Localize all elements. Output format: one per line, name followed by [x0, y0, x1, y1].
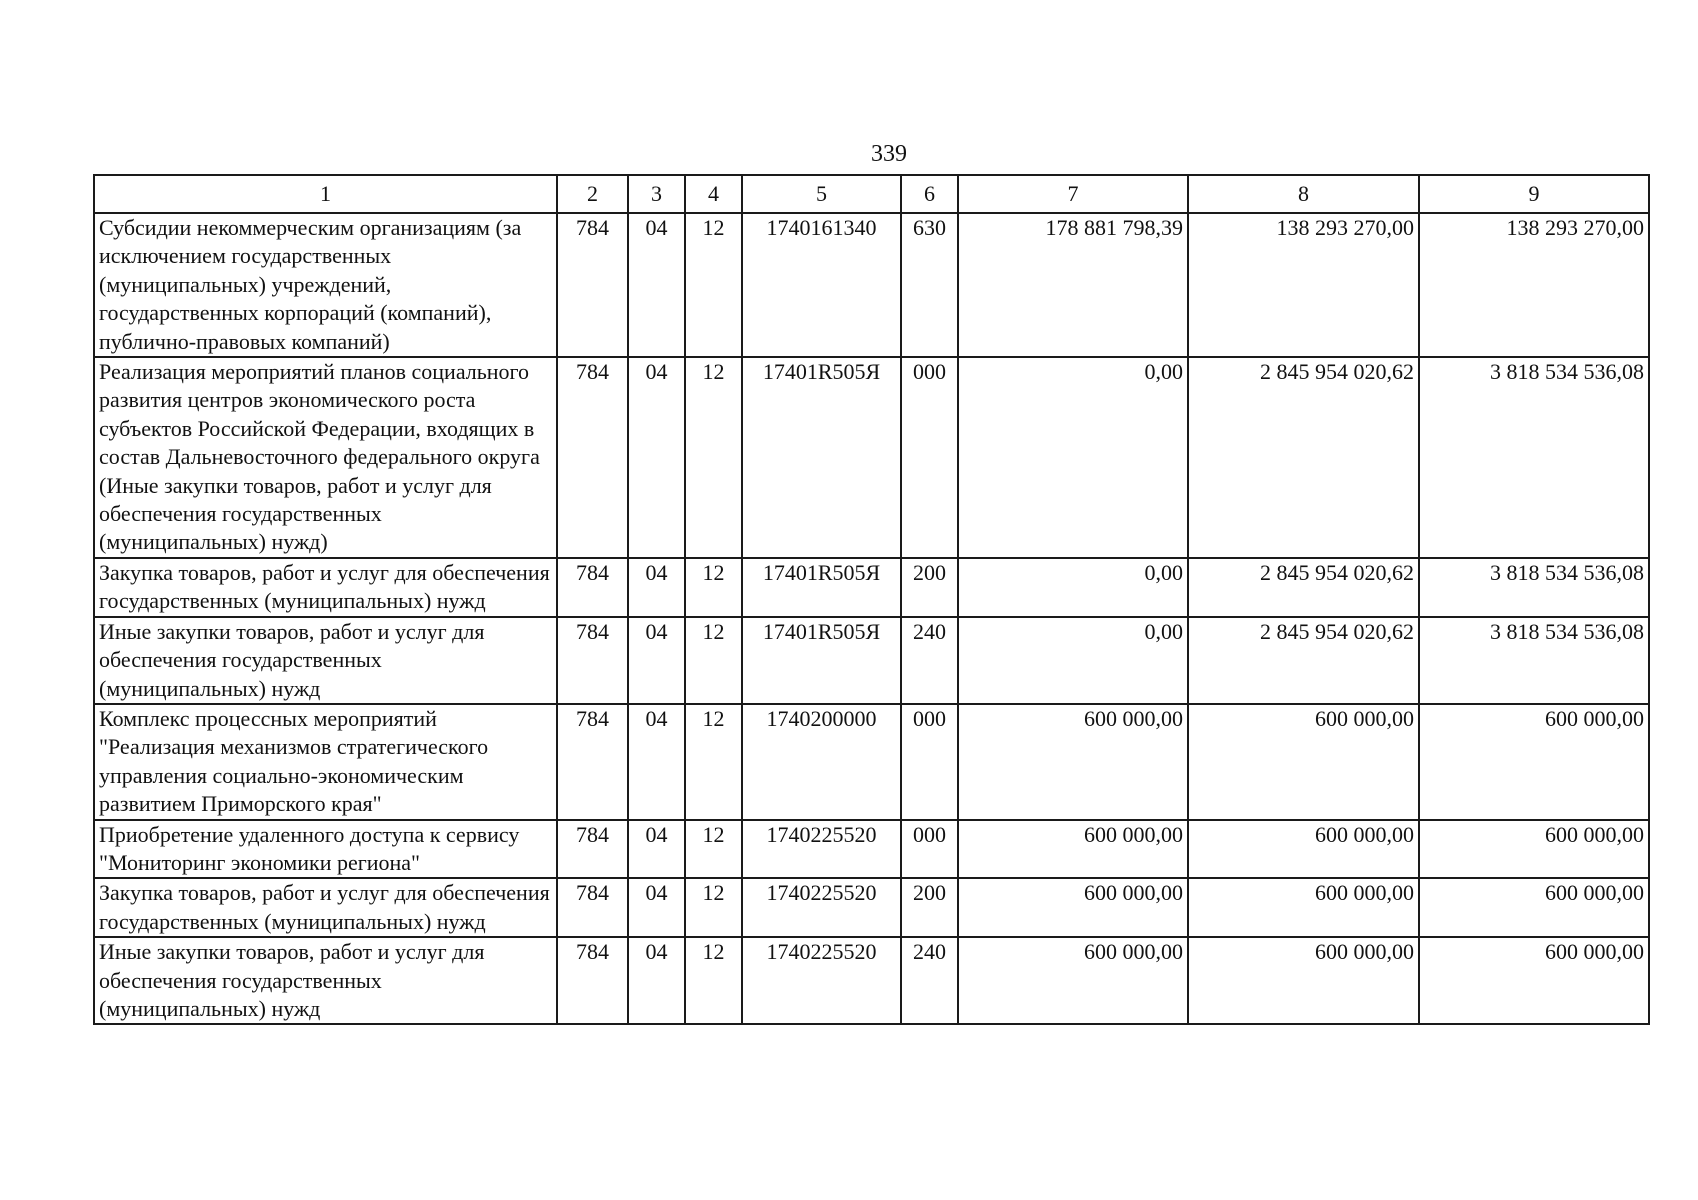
row-target-code: 1740225520	[742, 820, 901, 879]
row-ministry-code: 784	[557, 704, 628, 820]
table-row	[94, 820, 1649, 879]
row-amount-9: 600 000,00	[1419, 937, 1649, 1024]
row-target-code: 17401R505Я	[742, 558, 901, 617]
row-expense-type-code: 240	[901, 617, 958, 704]
row-amount-9: 3 818 534 536,08	[1419, 617, 1649, 704]
row-section-code: 04	[628, 558, 685, 617]
table-row	[94, 213, 1649, 357]
row-target-code: 1740225520	[742, 937, 901, 1024]
header-cell-4: 4	[685, 175, 742, 213]
row-amount-9: 600 000,00	[1419, 704, 1649, 820]
row-amount-9: 3 818 534 536,08	[1419, 357, 1649, 558]
row-amount-9: 3 818 534 536,08	[1419, 558, 1649, 617]
row-amount-7: 600 000,00	[958, 878, 1188, 937]
row-section-code: 04	[628, 213, 685, 357]
row-section-code: 04	[628, 704, 685, 820]
row-name-cell: Комплекс процессных мероприятий "Реализация механизмов стратегического управления социально-экономическим развитием Приморского края"	[94, 704, 557, 820]
table-row	[94, 617, 1649, 704]
row-section-code: 04	[628, 820, 685, 879]
row-amount-9: 600 000,00	[1419, 820, 1649, 879]
row-subsection-code: 12	[685, 213, 742, 357]
row-expense-type-code: 240	[901, 937, 958, 1024]
header-cell-1: 1	[94, 175, 557, 213]
row-amount-8: 600 000,00	[1188, 878, 1419, 937]
row-expense-type-code: 000	[901, 704, 958, 820]
row-subsection-code: 12	[685, 820, 742, 879]
row-subsection-code: 12	[685, 357, 742, 558]
row-amount-8: 600 000,00	[1188, 820, 1419, 879]
row-expense-type-code: 630	[901, 213, 958, 357]
row-amount-8: 138 293 270,00	[1188, 213, 1419, 357]
row-amount-7: 600 000,00	[958, 820, 1188, 879]
header-cell-5: 5	[742, 175, 901, 213]
row-amount-8: 2 845 954 020,62	[1188, 357, 1419, 558]
row-section-code: 04	[628, 878, 685, 937]
row-amount-7: 0,00	[958, 357, 1188, 558]
table-row	[94, 937, 1649, 1024]
row-ministry-code: 784	[557, 878, 628, 937]
row-name-cell: Приобретение удаленного доступа к сервису "Мониторинг экономики региона"	[94, 820, 557, 879]
budget-table	[93, 174, 1650, 1025]
row-amount-8: 600 000,00	[1188, 704, 1419, 820]
row-amount-9: 600 000,00	[1419, 878, 1649, 937]
row-name-cell: Субсидии некоммерческим организациям (за исключением государственных (муниципальных) учреждений, государственных корпораций (компаний), публично-правовых компаний)	[94, 213, 557, 357]
page-number: 339	[871, 141, 907, 167]
header-cell-9: 9	[1419, 175, 1649, 213]
row-target-code: 17401R505Я	[742, 617, 901, 704]
row-expense-type-code: 200	[901, 558, 958, 617]
row-subsection-code: 12	[685, 878, 742, 937]
table-row	[94, 878, 1649, 937]
row-expense-type-code: 200	[901, 878, 958, 937]
row-section-code: 04	[628, 357, 685, 558]
row-amount-7: 178 881 798,39	[958, 213, 1188, 357]
row-subsection-code: 12	[685, 617, 742, 704]
row-name-cell: Реализация мероприятий планов социального развития центров экономического роста субъектов Российской Федерации, входящих в состав Дальневосточного федерального округа (Иные закупки товаров, работ и услуг для обеспечения государственных (муниципальных) нужд)	[94, 357, 557, 558]
row-amount-7: 0,00	[958, 617, 1188, 704]
header-cell-6: 6	[901, 175, 958, 213]
row-target-code: 17401R505Я	[742, 357, 901, 558]
header-cell-7: 7	[958, 175, 1188, 213]
header-cell-3: 3	[628, 175, 685, 213]
row-ministry-code: 784	[557, 937, 628, 1024]
row-amount-8: 600 000,00	[1188, 937, 1419, 1024]
row-ministry-code: 784	[557, 558, 628, 617]
row-amount-8: 2 845 954 020,62	[1188, 617, 1419, 704]
row-section-code: 04	[628, 617, 685, 704]
row-ministry-code: 784	[557, 357, 628, 558]
row-subsection-code: 12	[685, 558, 742, 617]
row-name-cell: Иные закупки товаров, работ и услуг для обеспечения государственных (муниципальных) нужд	[94, 617, 557, 704]
row-amount-7: 600 000,00	[958, 937, 1188, 1024]
row-ministry-code: 784	[557, 820, 628, 879]
row-subsection-code: 12	[685, 704, 742, 820]
header-cell-8: 8	[1188, 175, 1419, 213]
row-ministry-code: 784	[557, 617, 628, 704]
row-expense-type-code: 000	[901, 820, 958, 879]
header-row	[94, 175, 1649, 213]
row-section-code: 04	[628, 937, 685, 1024]
row-amount-7: 600 000,00	[958, 704, 1188, 820]
row-name-cell: Закупка товаров, работ и услуг для обеспечения государственных (муниципальных) нужд	[94, 558, 557, 617]
row-amount-9: 138 293 270,00	[1419, 213, 1649, 357]
row-name-cell: Закупка товаров, работ и услуг для обеспечения государственных (муниципальных) нужд	[94, 878, 557, 937]
table-row	[94, 558, 1649, 617]
table-row	[94, 357, 1649, 558]
row-target-code: 1740161340	[742, 213, 901, 357]
table-row	[94, 704, 1649, 820]
row-name-cell: Иные закупки товаров, работ и услуг для обеспечения государственных (муниципальных) нужд	[94, 937, 557, 1024]
row-subsection-code: 12	[685, 937, 742, 1024]
row-expense-type-code: 000	[901, 357, 958, 558]
header-cell-2: 2	[557, 175, 628, 213]
row-ministry-code: 784	[557, 213, 628, 357]
row-amount-7: 0,00	[958, 558, 1188, 617]
row-amount-8: 2 845 954 020,62	[1188, 558, 1419, 617]
row-target-code: 1740225520	[742, 878, 901, 937]
row-target-code: 1740200000	[742, 704, 901, 820]
